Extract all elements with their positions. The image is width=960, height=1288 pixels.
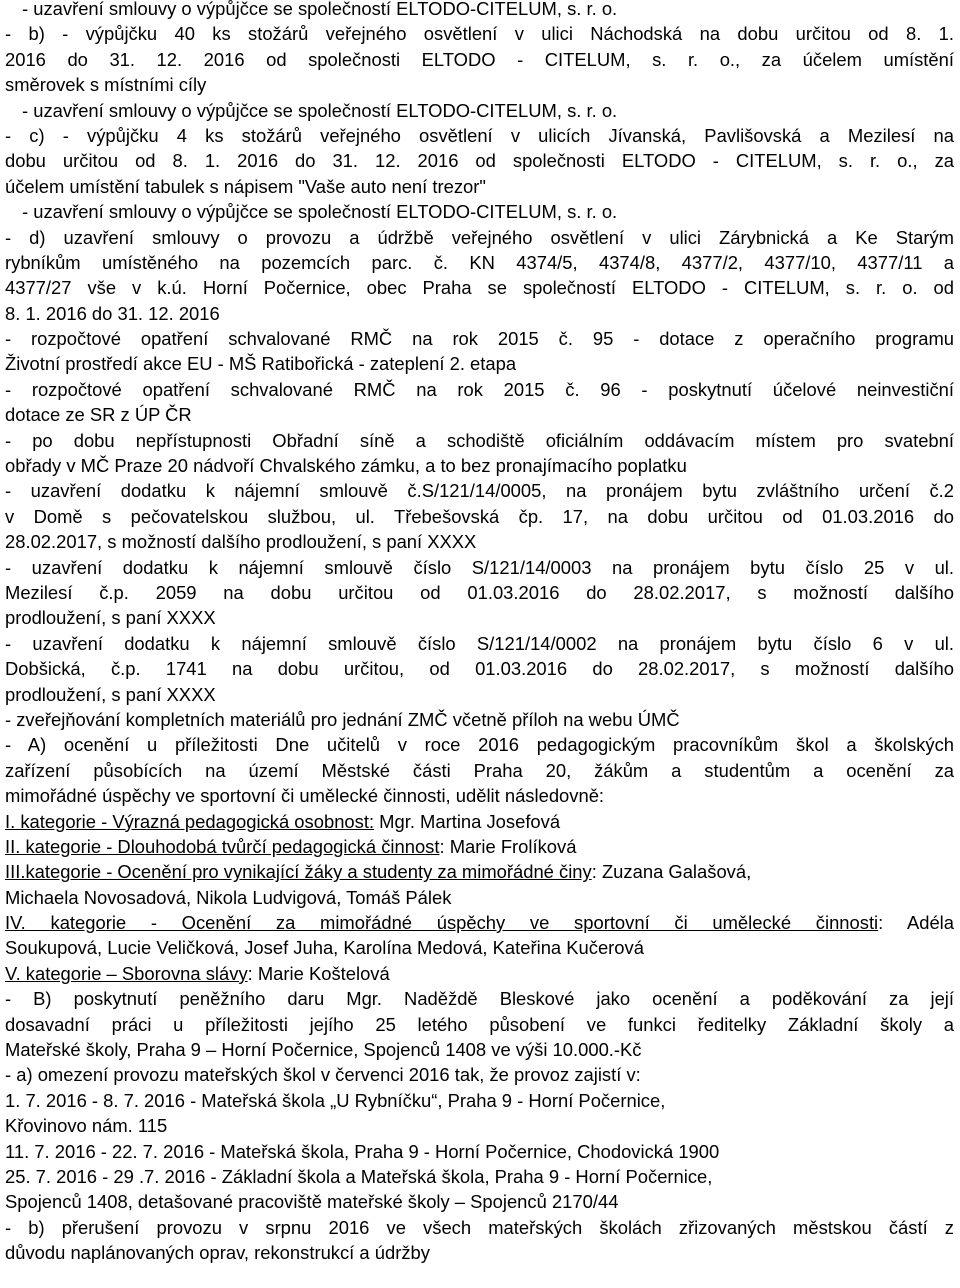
text-line: - zveřejňování kompletních materiálů pro jednání ZMČ včetně příloh na webu ÚMČ [5,708,680,730]
category-recipients: : Marie Koštelová [247,962,390,984]
text-line: dobu určitou od 8. 1. 2016 do 31. 12. 2016 od společnosti ELTODO - CITELUM, s. r. o., za [5,150,954,172]
text-line: - uzavření smlouvy o výpůjčce se společností ELTODO-CITELUM, s. r. o. [22,201,618,223]
category-heading: III.kategorie - Ocenění pro vynikající žáky a studenty za mimořádné činy [5,861,592,883]
category-heading: IV. kategorie - Ocenění za mimořádné úspěchy ve sportovní či umělecké činnosti [5,912,879,934]
text-line: - rozpočtové opatření schvalované RMČ na rok 2015 č. 96 - poskytnutí účelové neinvestiční [5,378,954,400]
text-line: - c) - výpůjčku 4 ks stožárů veřejného osvětlení v ulicích Jívanská, Pavlišovská a Mezilesí na [5,124,954,146]
text-line: směrovek s místními cíly [5,74,207,96]
text-line: 11. 7. 2016 - 22. 7. 2016 - Mateřská škola, Praha 9 - Horní Počernice, Chodovická 1900 [5,1140,720,1162]
text-line: 28.02.2017, s možností dalšího prodloužení, s paní XXXX [5,531,477,553]
text-line: 25. 7. 2016 - 29 .7. 2016 - Základní škola a Mateřská škola, Praha 9 - Horní Počernice, [5,1165,713,1187]
text-line: důvodu naplánovaných oprav, rekonstrukcí a údržby [5,1242,430,1264]
text-line: - d) uzavření smlouvy o provozu a údržbě veřejného osvětlení v ulici Zárybnická a Ke Starým [5,226,954,248]
text-line: - b) přerušení provozu v srpnu 2016 ve všech mateřských školách zřizovaných městskou částí z [5,1216,954,1238]
category-recipients: : Adéla [878,912,954,934]
text-line: 1. 7. 2016 - 8. 7. 2016 - Mateřská škola „U Rybníčku“, Praha 9 - Horní Počernice, [5,1089,666,1111]
category-heading: V. kategorie – Sborovna slávy [5,962,248,984]
text-line: Michaela Novosadová, Nikola Ludvigová, Tomáš Pálek [5,886,452,908]
text-line: Spojenců 1408, detašované pracoviště mateřské školy – Spojenců 2170/44 [5,1191,619,1213]
text-line: prodloužení, s paní XXXX [5,607,216,629]
text-line: Mateřské školy, Praha 9 – Horní Počernice, Spojenců 1408 ve výši 10.000.-Kč [5,1039,642,1061]
category-recipients: : Zuzana Galašová, [591,861,752,883]
text-line: - a) omezení provozu mateřských škol v červenci 2016 tak, že provoz zajistí v: [5,1064,641,1086]
text-line [5,910,954,935]
text-line: - uzavření smlouvy o výpůjčce se společností ELTODO-CITELUM, s. r. o. [22,99,618,121]
text-line: zařízení působících na území Městské části Praha 20, žákům a studentům a ocenění za [5,759,954,781]
category-recipients: : Marie Frolíková [439,835,577,857]
text-line: Soukupová, Lucie Veličková, Josef Juha, Karolína Medová, Kateřina Kučerová [5,937,644,959]
text-line: obřady v MČ Praze 20 nádvoří Chvalského zámku, a to bez pronajímacího poplatku [5,455,687,477]
text-line: - b) - výpůjčku 40 ks stožárů veřejného osvětlení v ulici Náchodská na dobu určitou od 8. 1. [5,23,954,45]
text-line: rybníkům umístěného na pozemcích parc. č. KN 4374/5, 4374/8, 4377/2, 4377/10, 4377/11 a [5,251,954,273]
text-line: dotace ze SR z ÚP ČR [5,404,192,426]
text-line: mimořádné úspěchy ve sportovní či umělecké činnosti, udělit následovně: [5,785,605,807]
text-line: Mezilesí č.p. 2059 na dobu určitou od 01.03.2016 do 28.02.2017, s možností dalšího [5,581,954,603]
text-line [5,961,954,986]
text-line: - A) ocenění u příležitosti Dne učitelů v roce 2016 pedagogickým pracovníkům škol a školských [5,734,954,756]
text-line: - uzavření dodatku k nájemní smlouvě č.S/121/14/0005, na pronájem bytu zvláštního určení č.2 [5,480,954,502]
text-line: 2016 do 31. 12. 2016 od společnosti ELTODO - CITELUM, s. r. o., za účelem umístění [5,48,954,70]
text-line: v Domě s pečovatelskou službou, ul. Třebešovská čp. 17, na dobu určitou od 01.03.2016 do [5,505,954,527]
text-line: - uzavření dodatku k nájemní smlouvě číslo S/121/14/0003 na pronájem bytu číslo 25 v ul. [5,556,954,578]
text-line: - uzavření smlouvy o výpůjčce se společností ELTODO-CITELUM, s. r. o. [22,0,618,19]
text-line: dosavadní práci u příležitosti jejího 25 letého působení ve funkci ředitelky Základní školy a [5,1013,954,1035]
category-recipients: Mgr. Martina Josefová [374,810,561,832]
text-line: Životní prostředí akce EU - MŠ Ratibořická - zateplení 2. etapa [5,353,517,375]
text-line: 8. 1. 2016 do 31. 12. 2016 [5,302,220,324]
text-line: Křovinovo nám. 115 [5,1115,168,1137]
text-line [5,809,954,834]
text-line [5,859,954,884]
text-line: účelem umístění tabulek s nápisem "Vaše auto není trezor" [5,175,486,197]
text-line: - uzavření dodatku k nájemní smlouvě číslo S/121/14/0002 na pronájem bytu číslo 6 v ul. [5,632,954,654]
text-line: - B) poskytnutí peněžního daru Mgr. Naděždě Bleskové jako ocenění a poděkování za její [5,988,954,1010]
text-line: - rozpočtové opatření schvalované RMČ na rok 2015 č. 95 - dotace z operačního programu [5,328,954,350]
text-line [5,834,954,859]
category-heading: II. kategorie - Dlouhodobá tvůrčí pedagogická činnost [5,835,440,857]
text-line: 4377/27 vše v k.ú. Horní Počernice, obec Praha se společností ELTODO - CITELUM, s. r. o. od [5,277,954,299]
text-line: Dobšická, č.p. 1741 na dobu určitou, od 01.03.2016 do 28.02.2017, s možností dalšího [5,658,954,680]
category-heading: I. kategorie - Výrazná pedagogická osobnost: [5,810,375,832]
text-line: - po dobu nepřístupnosti Obřadní síně a schodiště oficiálním oddávacím místem pro svatební [5,429,954,451]
text-line: prodloužení, s paní XXXX [5,683,216,705]
